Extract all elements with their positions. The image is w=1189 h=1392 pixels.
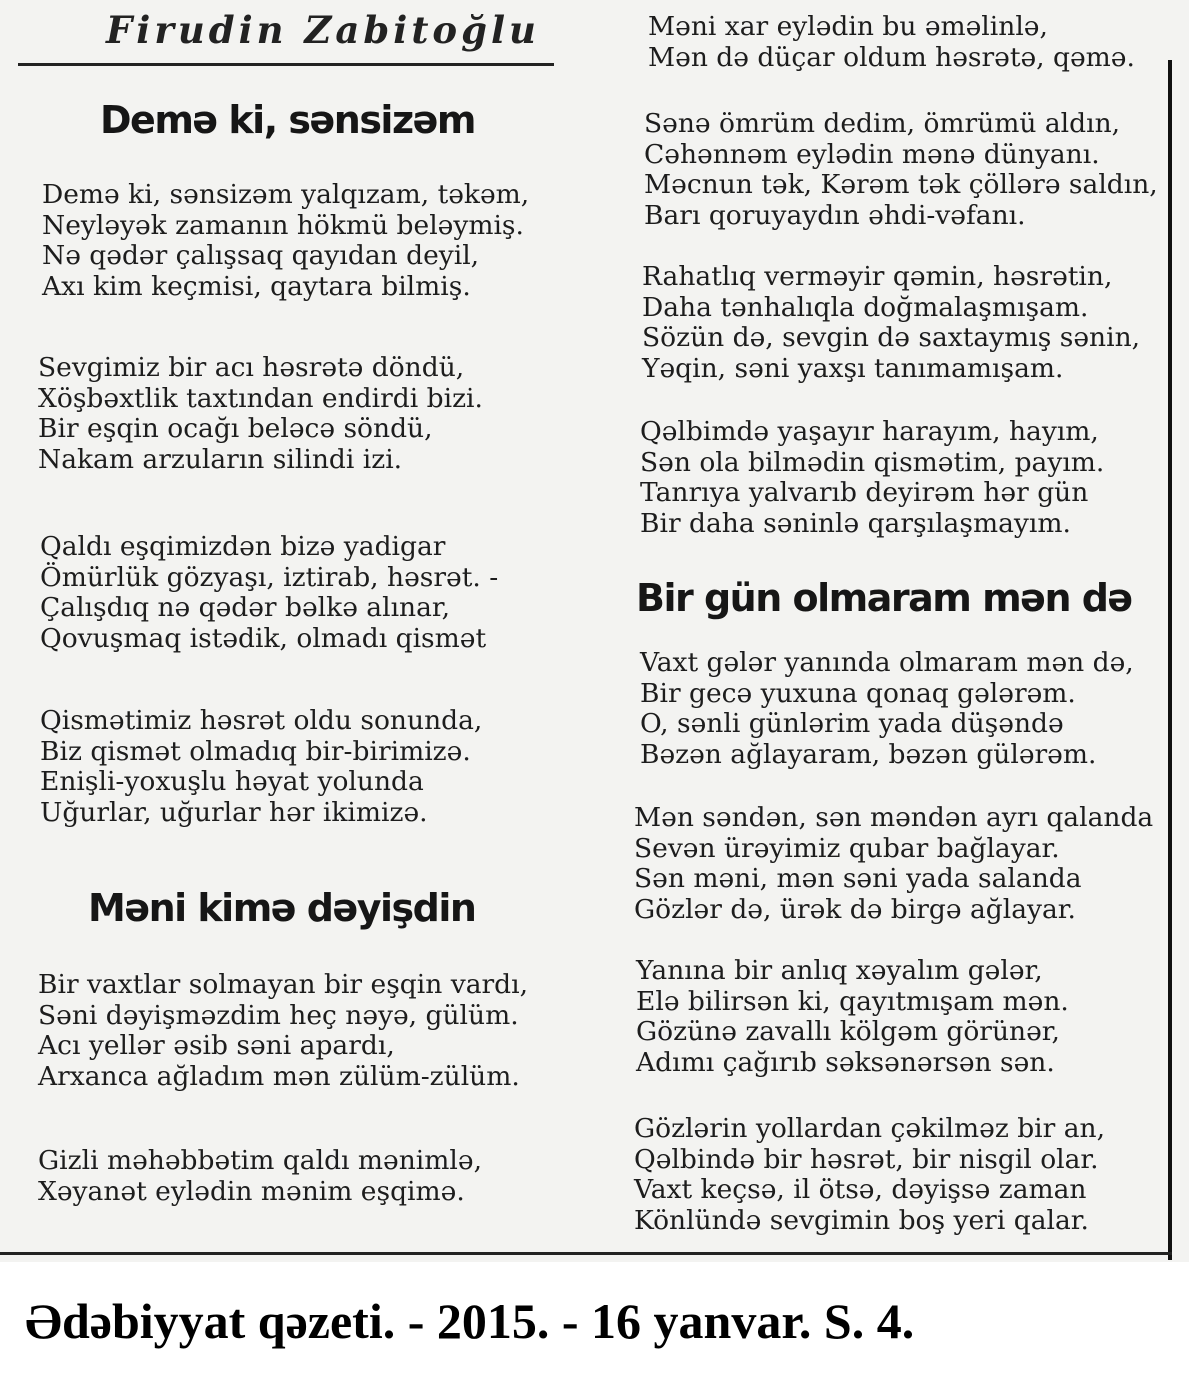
stanza xyxy=(640,648,1134,770)
poem-line: Acı yellər əsib səni apardı, xyxy=(38,1030,395,1061)
poem-line: Xöşbəxtlik taxtından endirdi bizi. xyxy=(38,382,483,414)
poem-line: Könlündə sevgimin boş yeri qalar. xyxy=(634,1204,1089,1236)
poem-line: Axı kim keçmisi, qaytara bilmiş. xyxy=(42,270,471,302)
poem-line: Tanrıya yalvarıb deyirəm hər gün xyxy=(640,477,1089,508)
poem-line: Sən məni, mən səni yada salanda xyxy=(634,863,1082,894)
stanza xyxy=(634,1114,1105,1236)
poem-line: Çalışdıq nə qədər bəlkə alınar, xyxy=(40,592,451,623)
poem-line: Bir daha səninlə qarşılaşmayım. xyxy=(640,507,1071,539)
stanza xyxy=(42,180,529,302)
stanza xyxy=(38,1146,482,1207)
poem-title-dema-ki-sensizem: Demə ki, sənsizəm xyxy=(100,98,475,142)
poem-line: Sənə ömrüm dedim, ömrümü aldın, xyxy=(644,108,1121,139)
poem-line: Qovuşmaq istədik, olmadı qismət xyxy=(40,622,487,654)
poem-line: Vaxt gələr yanında olmaram mən də, xyxy=(640,647,1134,678)
poem-line: Qəlbimdə yaşayır harayım, hayım, xyxy=(640,416,1099,447)
poem-line: Bir gecə yuxuna qonaq gələrəm. xyxy=(640,677,1076,709)
poem-line: Bir eşqin ocağı beləcə söndü, xyxy=(38,413,433,444)
stanza xyxy=(40,532,498,654)
stanza xyxy=(634,803,1153,925)
poem-line: Arxanca ağladım mən zülüm-zülüm. xyxy=(38,1060,520,1092)
poem-line: Məcnun tək, Kərəm tək çöllərə saldın, xyxy=(644,169,1158,200)
stanza xyxy=(40,706,482,828)
poem-line: Yanına bir anlıq xəyalım gələr, xyxy=(636,955,1043,986)
poem-line: Qəlbində bir həsrət, bir nisgil olar. xyxy=(634,1143,1099,1175)
poem-line: Cəhənnəm eylədin mənə dünyanı. xyxy=(644,138,1100,170)
column-border-right xyxy=(1168,60,1172,1260)
poem-line: Ömürlük gözyaşı, iztirab, həsrət. - xyxy=(40,561,499,593)
poem-line: Elə bilirsən ki, qayıtmışam mən. xyxy=(636,985,1069,1017)
poem-line: Qismətimiz həsrət oldu sonunda, xyxy=(40,705,483,736)
poem-line: Gözünə zavallı kölgəm görünər, xyxy=(636,1016,1060,1047)
poem-line: Xəyanət eylədin mənim eşqimə. xyxy=(38,1175,465,1207)
stanza xyxy=(38,353,483,475)
author-underline xyxy=(18,63,554,66)
poem-line: Barı qoruyaydın əhdi-vəfanı. xyxy=(644,199,1026,231)
poem-line: Gözlər də, ürək də birgə ağlayar. xyxy=(634,893,1076,925)
poem-line: Gizli məhəbbətim qaldı mənimlə, xyxy=(38,1145,482,1176)
poem-title-meni-kime-deyisdin: Məni kimə dəyişdin xyxy=(88,886,476,930)
poem-line: Daha tənhalıqla doğmalaşmışam. xyxy=(642,291,1089,323)
source-citation: Ədəbiyyat qəzeti. - 2015. - 16 yanvar. S. 4. xyxy=(25,1293,915,1349)
stanza xyxy=(636,956,1069,1078)
stanza xyxy=(38,970,528,1092)
poem-line: Uğurlar, uğurlar hər ikimizə. xyxy=(40,796,428,828)
poem-line: Vaxt keçsə, il ötsə, dəyişsə zaman xyxy=(634,1174,1087,1205)
poem-line: Rahatlıq verməyir qəmin, həsrətin, xyxy=(642,261,1113,292)
poem-line: Sevgimiz bir acı həsrətə döndü, xyxy=(38,352,465,383)
poem-line: O, sənli günlərim yada düşəndə xyxy=(640,708,1064,739)
poem-line: Mən də düçar oldum həsrətə, qəmə. xyxy=(648,41,1135,73)
poem-line: Sən ola bilmədin qismətim, payım. xyxy=(640,446,1105,478)
stanza xyxy=(644,109,1158,231)
poem-line: Nə qədər çalışsaq qayıdan deyil, xyxy=(42,240,480,271)
poem-line: Adımı çağırıb səksənərsən sən. xyxy=(636,1046,1055,1078)
poem-line: Enişli-yoxuşlu həyat yolunda xyxy=(40,766,424,797)
stanza xyxy=(642,262,1140,384)
poem-line: Demə ki, sənsizəm yalqızam, təkəm, xyxy=(42,179,530,210)
stanza xyxy=(640,417,1104,539)
poem-title-bir-gun-olmaram-men-de: Bir gün olmaram mən də xyxy=(636,576,1132,620)
poem-line: Nakam arzuların silindi izi. xyxy=(38,443,403,475)
author-name: Firudin Zabitoğlu xyxy=(106,8,540,52)
poem-line: Mən səndən, sən məndən ayrı qalanda xyxy=(634,802,1154,833)
poem-line: Bir vaxtlar solmayan bir eşqin vardı, xyxy=(38,969,529,1000)
poem-line: Bəzən ağlayaram, bəzən gülərəm. xyxy=(640,738,1097,770)
poem-line: Səni dəyişməzdim heç nəyə, gülüm. xyxy=(38,999,519,1031)
poem-line: Yəqin, səni yaxşı tanımamışam. xyxy=(642,352,1064,384)
poem-line: Biz qismət olmadıq bir-birimizə. xyxy=(40,735,471,767)
poem-line: Məni xar eylədin bu əməlinlə, xyxy=(648,11,1048,42)
clipping-bottom-rule xyxy=(0,1252,1172,1255)
poem-line: Sevən ürəyimiz qubar bağlayar. xyxy=(634,832,1060,864)
poem-line: Qaldı eşqimizdən bizə yadigar xyxy=(40,531,446,562)
stanza xyxy=(648,12,1135,73)
poem-line: Neyləyək zamanın hökmü beləymiş. xyxy=(42,209,524,241)
poem-line: Gözlərin yollardan çəkilməz bir an, xyxy=(634,1113,1106,1144)
poem-line: Sözün də, sevgin də saxtaymış sənin, xyxy=(642,322,1141,353)
